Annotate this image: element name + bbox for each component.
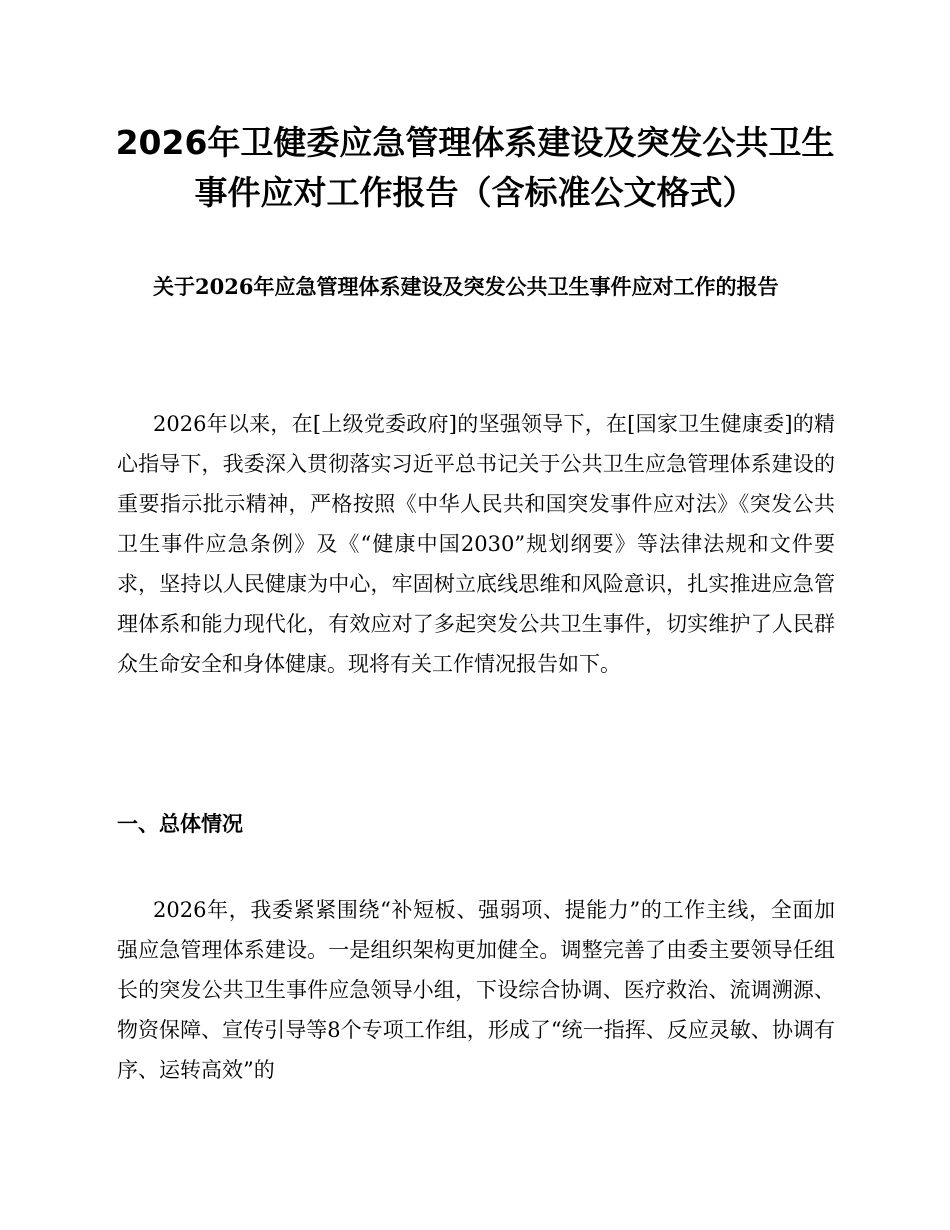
section-paragraph-overall: 2026年，我委紧紧围绕“补短板、强弱项、提能力”的工作主线，全面加强应急管理体系建设。一是组织架构更加健全。调整完善了由委主要领导任组长的突发公共卫生事件应急领导小组，下设综合协调、医疗救治、流调溯源、物资保障、宣传引导等8个专项工作组，形成了“统一指挥、反应灵敏、协调有序、运转高效”的	[117, 898, 835, 1082]
report-subtitle: 关于2026年应急管理体系建设及突发公共卫生事件应对工作的报告	[153, 274, 779, 299]
section-heading-overall: 一、总体情况	[117, 812, 243, 836]
document-title: 2026年卫健委应急管理体系建设及突发公共卫生事件应对工作报告（含标准公文格式）	[115, 123, 835, 212]
intro-paragraph: 2026年以来，在[上级党委政府]的坚强领导下，在[国家卫生健康委]的精心指导下，我委深入贯彻落实习近平总书记关于公共卫生应急管理体系建设的重要指示批示精神，严格按照《中华人民共和国突发事件应对法》《突发公共卫生事件应急条例》及《“健康中国2030”规划纲要》等法律法规和文件要求，坚持以人民健康为中心，牢固树立底线思维和风险意识，扎实推进应急管理体系和能力现代化，有效应对了多起突发公共卫生事件，切实维护了人民群众生命安全和身体健康。现将有关工作情况报告如下。	[117, 412, 835, 676]
